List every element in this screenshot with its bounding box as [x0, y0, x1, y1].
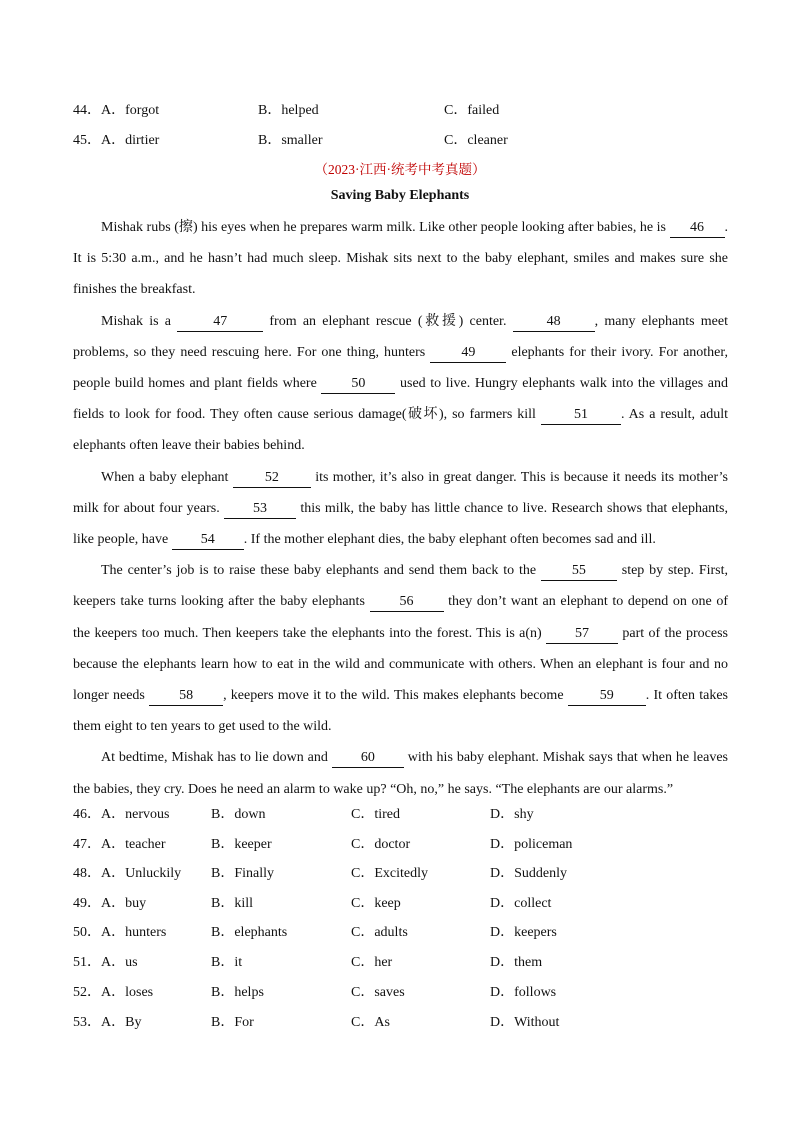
question-48-c: C．Excitedly — [351, 866, 428, 881]
question-45-options — [0, 129, 800, 149]
question-44-b: B．helped — [258, 103, 319, 118]
question-53-d: D．Without — [490, 1015, 560, 1030]
question-44-c: C．failed — [444, 103, 500, 118]
question-50-a: 50．A．hunters — [73, 925, 167, 940]
question-52-a: 52．A．loses — [73, 985, 154, 1000]
question-52-d: D．follows — [490, 985, 557, 1000]
blank-58: 58 — [149, 687, 223, 706]
question-48-d: D．Suddenly — [490, 866, 568, 881]
question-48-options — [0, 862, 800, 882]
blank-46: 46 — [670, 219, 725, 238]
passage-title: Saving Baby Elephants — [330, 188, 470, 203]
question-52-options — [0, 981, 800, 1001]
question-44-options — [0, 99, 800, 119]
paragraph-2: Mishak is a 47 from an elephant rescue (救援) center. 48 , many elephants meet problems, so they need rescuing here. For one thing, hunters 49 elephants for their ivory. For another, people build homes and plant fields where 50 used to live. Hungry elephants walk into the villages and fields to look for food. They often cause serious damage(破坏), so farmers kill 51 . As a result, adult elephants often leave their babies behind. — [73, 313, 728, 454]
question-50-options — [0, 921, 800, 941]
question-47-d: D．policeman — [490, 837, 573, 852]
question-53-b: B．For — [211, 1015, 254, 1030]
question-45-c: C．cleaner — [444, 133, 508, 148]
paragraph-4: The center’s job is to raise these baby elephants and send them back to the 55 step by step. First, keepers take turns looking after the baby elephants 56 they don’t want an elephant to depend on one of the keepers too much. Then keepers take the elephants into the forest. This is a(n) 57 part of the process because the elephants learn how to eat in the wild and communicate with others. When an elephant is four and no longer needs 58 , keepers move it to the wild. This makes elephants become 59 . It often takes them eight to ten years to get used to the wild. — [73, 563, 729, 735]
question-46-c: C．tired — [351, 807, 400, 822]
question-49-d: D．collect — [490, 896, 552, 911]
blank-56: 56 — [370, 593, 444, 612]
question-50-c: C．adults — [351, 925, 408, 940]
question-46-d: D．shy — [490, 807, 534, 822]
blank-49: 49 — [430, 344, 506, 363]
question-51-a: 51．A．us — [73, 955, 138, 970]
paragraph-1: Mishak rubs (擦) his eyes when he prepares warm milk. Like other people looking after babies, he is 46 . It is 5:30 a.m., and he hasn’t had much sleep. Mishak sits next to the baby elephant, smiles and makes sure she finishes the breakfast. — [73, 220, 728, 298]
question-50-d: D．keepers — [490, 925, 557, 940]
passage-body — [73, 212, 728, 805]
paragraph-3: When a baby elephant 52 its mother, it’s also in great danger. This is because it needs its mother’s milk for about four years. 53 this milk, the baby has little chance to live. Research shows that elephants, like people, have 54 . If the mother elephant dies, the baby elephant often becomes sad and ill. — [73, 462, 728, 556]
question-46-b: B．down — [211, 807, 266, 822]
question-45-b: B．smaller — [258, 133, 323, 148]
paragraph-5: At bedtime, Mishak has to lie down and 60 with his baby elephant. Mishak says that when he leaves the babies, they cry. Does he need an alarm to wake up? “Oh, no,” he says. “The elephants are our alarms.” — [73, 750, 729, 797]
question-53-a: 53．A．By — [73, 1015, 142, 1030]
blank-60: 60 — [332, 749, 404, 768]
blank-52: 52 — [233, 469, 311, 488]
question-51-b: B．it — [211, 955, 243, 970]
question-49-a: 49．A．buy — [73, 896, 147, 911]
question-47-b: B．keeper — [211, 837, 272, 852]
question-47-a: 47．A．teacher — [73, 837, 166, 852]
question-49-c: C．keep — [351, 896, 401, 911]
question-46-a: 46．A．nervous — [73, 807, 170, 822]
question-51-options — [0, 951, 800, 971]
question-49-options — [0, 892, 800, 912]
blank-54: 54 — [172, 531, 244, 550]
blank-55: 55 — [541, 562, 617, 581]
question-46-options — [0, 803, 800, 823]
question-48-a: 48．A．Unluckily — [73, 866, 182, 881]
blank-57: 57 — [546, 625, 618, 644]
question-48-b: B．Finally — [211, 866, 275, 881]
blank-53: 53 — [224, 500, 296, 519]
question-49-b: B．kill — [211, 896, 254, 911]
question-52-c: C．saves — [351, 985, 405, 1000]
question-53-options — [0, 1011, 800, 1031]
source-label: （2023·江西·统考中考真题） — [314, 162, 486, 177]
question-53-c: C．As — [351, 1015, 390, 1030]
question-47-options — [0, 833, 800, 853]
blank-59: 59 — [568, 687, 646, 706]
question-45-a: 45．A．dirtier — [73, 133, 160, 148]
question-51-c: C．her — [351, 955, 393, 970]
blank-47: 47 — [177, 313, 263, 332]
question-51-d: D．them — [490, 955, 543, 970]
blank-48: 48 — [513, 313, 595, 332]
blank-50: 50 — [321, 375, 395, 394]
question-44-a: 44．A．forgot — [73, 103, 160, 118]
question-50-b: B．elephants — [211, 925, 288, 940]
question-52-b: B．helps — [211, 985, 264, 1000]
question-47-c: C．doctor — [351, 837, 411, 852]
blank-51: 51 — [541, 406, 621, 425]
